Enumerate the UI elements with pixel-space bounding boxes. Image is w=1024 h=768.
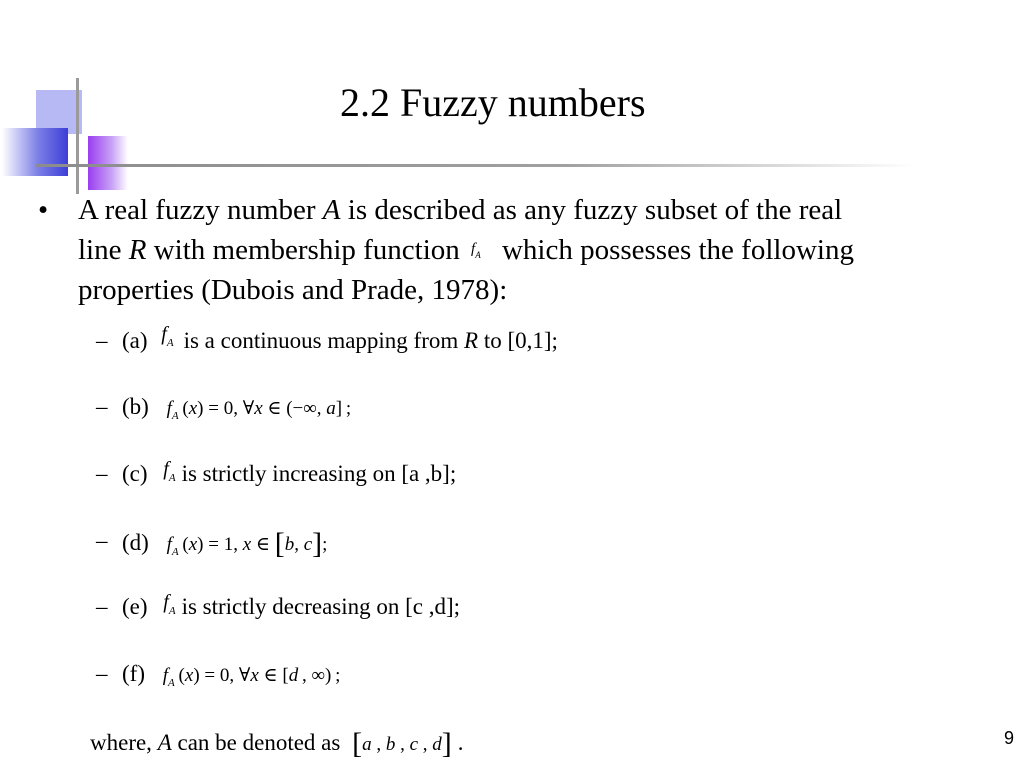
math-f: $f_A$ (x) = 0, ∀x ∈ [d , ∞) ; <box>162 665 341 689</box>
sub-item-c: (c) $f_A$ is strictly increasing on [a ,b]; <box>122 458 457 486</box>
sub-dash-a: – <box>96 328 108 353</box>
sub-dash-c: – <box>96 461 108 486</box>
decor-square-blue <box>2 128 68 176</box>
sub-dash-e: – <box>96 594 108 619</box>
sub-item-f: (f) $f_A$ (x) = 0, ∀x ∈ [d , ∞) ; <box>122 661 341 689</box>
slide-title: 2.2 Fuzzy numbers <box>340 80 646 125</box>
title-underline-rule <box>36 164 916 167</box>
bullet-line-3: properties (Dubois and Prade, 1978): <box>78 274 508 306</box>
decor-square-purple <box>88 136 128 190</box>
decor-vertical-rule <box>76 78 79 194</box>
where-line: where, A can be denoted as [a , b , c , d] . <box>90 727 464 760</box>
math-b: $f_A$ (x) = 0, ∀x ∈ (−∞, a] ; <box>166 398 352 422</box>
math-quadruple: [a , b , c , d] <box>352 727 452 760</box>
bullet-line-2: line R with membership function $^{f_A}$ which possesses the following <box>78 234 854 266</box>
sub-item-b: (b) $f_A$ (x) = 0, ∀x ∈ (−∞, a] ; <box>122 394 352 422</box>
page-number: 9 <box>1003 728 1014 748</box>
sub-dash-d: – <box>96 528 108 553</box>
math-d: $f_A$ (x) = 1, x ∈ [b, c]; <box>166 527 328 560</box>
main-bullet-text <box>78 190 1008 310</box>
sub-item-e: (e) $f_A$ is strictly decreasing on [c ,d]; <box>122 591 461 619</box>
sub-item-a: (a) $f_A$ is a continuous mapping from R to [0,1]; <box>122 323 558 353</box>
membership-function-symbol: fA <box>471 241 481 260</box>
bullet-marker: • <box>38 194 49 226</box>
sub-dash-f: – <box>96 661 108 686</box>
bullet-line-1: A real fuzzy number A is described as any fuzzy subset of the real <box>78 194 843 226</box>
sub-dash-b: – <box>96 394 108 419</box>
sub-item-d: (d) $f_A$ (x) = 1, x ∈ [b, c]; <box>122 527 328 560</box>
